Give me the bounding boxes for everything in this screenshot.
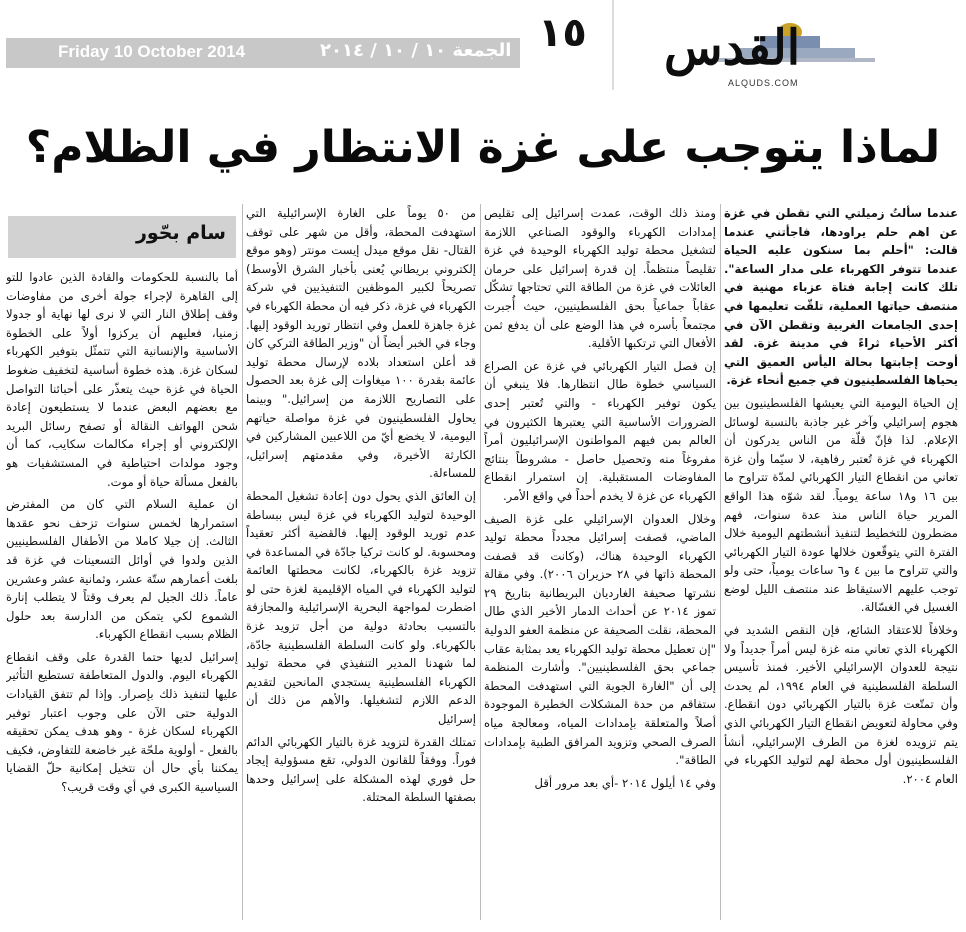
page-number: ١٥ xyxy=(538,10,587,56)
column-paragraph: إن العائق الذي يحول دون إعادة تشغيل المحطة الوحيدة لتوليد الكهرباء في غزة ليس ببساطة عدم توريد الوقود إليها. فالقضية أكثر تعقيداً ومحسوبة. لو كانت تركيا جادّة في المساعدة في تزويد غزة بالكهرباء، لكانت محطتها العائمة لتوليد الكهرباء في المياه الإقليمية لغزة حتى لو اضطرت لمواجهة البحرية الإسرائيلية والمجازفة بالتسبب بحادثة دولية من أجل تزويد غزة بالكهرباء. ولو كانت السلطة الفلسطينية جادّة، لما شهدنا المدير التنفيذي في محطة توليد الكهرباء الفلسطينية يستجدي المانحين لتقديم الدعم اللازم لتشغيلها. والأهم من ذلك أن إسرائيل xyxy=(246,488,476,727)
date-arabic: الجمعة ١٠ / ١٠ / ٢٠١٤ xyxy=(320,40,512,61)
article-column-3 xyxy=(246,204,476,922)
page-header xyxy=(0,0,966,96)
column-divider xyxy=(242,204,243,920)
column-paragraph: وخلال العدوان الإسرائيلي على غزة الصيف الماضي، قصفت إسرائيل مجدداً محطة توليد الكهرباء الوحيدة هناك، (وكانت قد قصفت المحطة ذاتها في ٢٨ حزيران ٢٠٠٦). وفي مقالة نشرتها صحيفة الغارديان البريطانية بتاريخ ٢٩ تموز ٢٠١٤ عن أحداث الدمار الأخير الذي طال المحطة، نقلت الصحيفة عن منظمة العفو الدولية "إن تعطيل محطة توليد الكهرباء يعد بمثابة عقاب جماعي بحق الفلسطينيين". وأشارت المنظمة إلى أن "الغارة الجوية التي استهدفت المحطة ستفاقم من حدة المشكلات الخطيرة الموجودة أصلاً والمتعلقة بإمدادات المياه، ومعالجة مياه الصرف الصحي وتزويد المرافق الطبية بإمدادات الطاقة". xyxy=(484,511,716,768)
article-headline: لماذا يتوجب على غزة الانتظار في الظلام؟ xyxy=(25,122,941,173)
column-paragraph: إن الحياة اليومية التي يعيشها الفلسطينيون بين هجوم إسرائيلي وآخر غير جاذبة بالنسبة لوسائل الإعلام. لذا فإنّ قلّة من الناس يدركون أن الكهرباء في غزة تُعتبر رفاهية، لا سيّما وأن غزة تعاني من انقطاع التيار الكهربائي لمدّة تتراوح ما بين ١٦ و١٨ ساعة يومياً. لقد شوّه هذا الواقع المرير حياة الناس منذ عدة سنوات، فهم مضطرون للتخطيط لتنفيذ أنشطتهم اليومية خلال الفترة التي يتوقّعون خلالها عودة التيار الكهربائي والتي تتراوح ما بين ٤ و٦ ساعات يومياً، حتى ولو توجب عليهم الاستيقاظ عند منتصف الليل لوضع الغسيل في الغسّالة. xyxy=(724,395,958,615)
date-english: Friday 10 October 2014 xyxy=(58,42,246,61)
column-paragraph: إسرائيل لديها حتما القدرة على وقف انقطاع الكهرباء اليوم. والدول المتعاطفة تستطيع التأثير عليها لتنفيذ ذلك بإصرار. وإذا لم تتفق القيادات الدولية حتى الآن على وجوب اعتبار توفير الكهرباء لسكان غزة - وهو هدف يمكن تحقيقه بالفعل - أولوية ملحّة غير خاضعة للتفاوض، فكيف يمكننا بأي حال أن نتخيل إمكانية حلّ القضايا السياسية الكبرى في أي وقت قريب؟ xyxy=(6,649,238,795)
column-divider xyxy=(480,204,481,920)
author-name: سام بحّور xyxy=(135,222,226,244)
article-column-4 xyxy=(6,268,238,922)
column-paragraph: وفي ١٤ أيلول ٢٠١٤ -أي بعد مرور أقل xyxy=(534,775,716,790)
column-paragraph: من ٥٠ يوماً على الغارة الإسرائيلية التي استهدفت المحطة، وأقل من شهر على توقف القتال- نقل موقع ميدل إيست مونتر (وهو موقع إلكتروني بريطاني يُعنى بأخبار الشرق الأوسط) تصريحاً لكبير الموظفين التنفيذيين في شركة الكهرباء في غزة، ذكر فيه أن محطة الكهرباء في غزة جاهزة للعمل وفي انتظار توريد الوقود إليها. وجاء في الخبر أيضاً أن "وزير الطاقة التركي كان قد أعلن استعداد بلاده لإرسال محطة توليد عائمة بقدرة ١٠٠ ميغاوات إلى غزة بعد الحصول على التصاريح اللازمة من إسرائيل." وبينما يحاول الفلسطينيون في غزة مواصلة حياتهم اليومية، لا يخضع أيّ من اللاعبين المشاركين في الكارثة الأخيرة، وفي مقدمتهم إسرائيل، للمساءلة. xyxy=(246,206,476,481)
column-divider xyxy=(720,204,721,920)
column-paragraph: ومنذ ذلك الوقت، عمدت إسرائيل إلى تقليص إمدادات الكهرباء والوقود الصناعي اللازمة لتشغيل محطة توليد الكهرباء الوحيدة في غزة تقليصاً منتظماً. إن قدرة إسرائيل على حرمان العائلات في غزة من الطاقة التي تحتاجها تشكّل عقاباً جماعياً بحق الفلسطينيين، حيث أُجبرت مجتمعاً بأسره في هذا الوضع على أن يدفع ثمن الأفعال التي ترتكبها الأقلية. xyxy=(484,206,716,351)
article-column-1 xyxy=(724,204,958,922)
column-paragraph: تمتلك القدرة لتزويد غزة بالتيار الكهربائي الدائم فوراً. ووفقاً للقانون الدولي، تقع مسؤولية إيجاد حل فوري لهذه المشكلة على إسرائيل وحدها بصفتها السلطة المحتلة. xyxy=(246,734,476,805)
article-column-2 xyxy=(484,204,716,922)
newspaper-logo: القدس xyxy=(664,20,801,76)
logo-website: ALQUDS.COM xyxy=(728,78,799,88)
column-paragraph: وخلافاً للاعتقاد الشائع، فإن النقص الشديد في الكهرباء الذي تعاني منه غزة ليس أمراً جديداً ولا نتيجة للعدوان الإسرائيلي الأخير. فمنذ تأسيس السلطة الفلسطينية في العام ١٩٩٤، لم يحدث وأن تمتّعت غزة بالتيار الكهربائي دون انقطاع. وفي محاولة لتعويض انقطاع التيار الكهربائي الذي يتم تزويده لغزة من الطرف الإسرائيلي، أنشأ الفلسطينيون أول محطة لهم لتوليد الكهرباء في العام ٢٠٠٤. xyxy=(724,623,958,786)
column-paragraph: أما بالنسبة للحكومات والقادة الذين عادوا للتو إلى القاهرة لإجراء جولة أخرى من مفاوضات وقف إطلاق النار التي لا نرى لها نهاية أو جدولا زمنيا، فعليهم أن يركزوا أولاً على الخطوة الأساسية والإنسانية التي تتمثّل بتوفير الكهرباء لسكان غزة. هذه خطوة أساسية لتخفيف ضغوط الحياة في غزة حيث يتعذّر على أحبائنا التواصل مع بعضهم البعض عندما لا يستطيعون إعادة شحن الهواتف النقالة أو تصفح رسائل البريد الإلكتروني أو إجراء مكالمات سكايب، كما أن وجود مولدات احتياطية في المستشفيات هو بالفعل مسألة حياة أو موت. xyxy=(6,270,238,489)
column-paragraph: إن فصل التيار الكهربائي في غزة عن الصراع السياسي خطوة طال انتظارها. فلا ينبغي أن يكون توفير الكهرباء - والتي تُعتبر إحدى الضرورات الأساسية التي يعتبرها الكثيرون في العالم بمن فيهم المواطنون الإسرائيليون أمراً مفروغاً منه وتحصيل حاصل - مشروطاً بنتائج المفاوضات المستقبلية. إن استمرار انقطاع الكهرباء عن غزة لا يخدم أحداً في واقع الأمر. xyxy=(484,358,716,503)
column-paragraph: عندما سألتُ زميلتي التي تقطن في غزة عن اهم حلم يراودها، فاجأتني عندما قالت: "أحلم بما سنكون عليه الحياة عندما تتوفر الكهرباء على مدار الساعة". تلك كانت إجابة فتاة عزباء مهنية في منتصف حياتها العملية، تلقّت تعليمها في إحدى الجامعات الغربية وتقطن الآن في أكثر الأحياء ثراءً في مدينة غزة. لقد أوحت إجابتها بحالة اليأس العميق التي يحياها الفلسطينيون في جميع أنحاء غزة. xyxy=(724,206,958,388)
column-paragraph: ان عملية السلام التي كان من المفترض استمرارها لخمس سنوات تزحف نحو عقدها الثالث. إن جيلا كاملا من الأطفال الفلسطينيين الذين ولدوا في أوائل التسعينات في غزة قد بلغت أعمارهم ستّة عشر، وثمانية عشر وعشرين عاماً. ذلك الجيل لم يعرف وقتاً لا يتطلب إنارة الشموع لكي يتمكن من الدارسة بعد حلول الظلام بسبب انقطاع الكهرباء. xyxy=(6,497,238,642)
